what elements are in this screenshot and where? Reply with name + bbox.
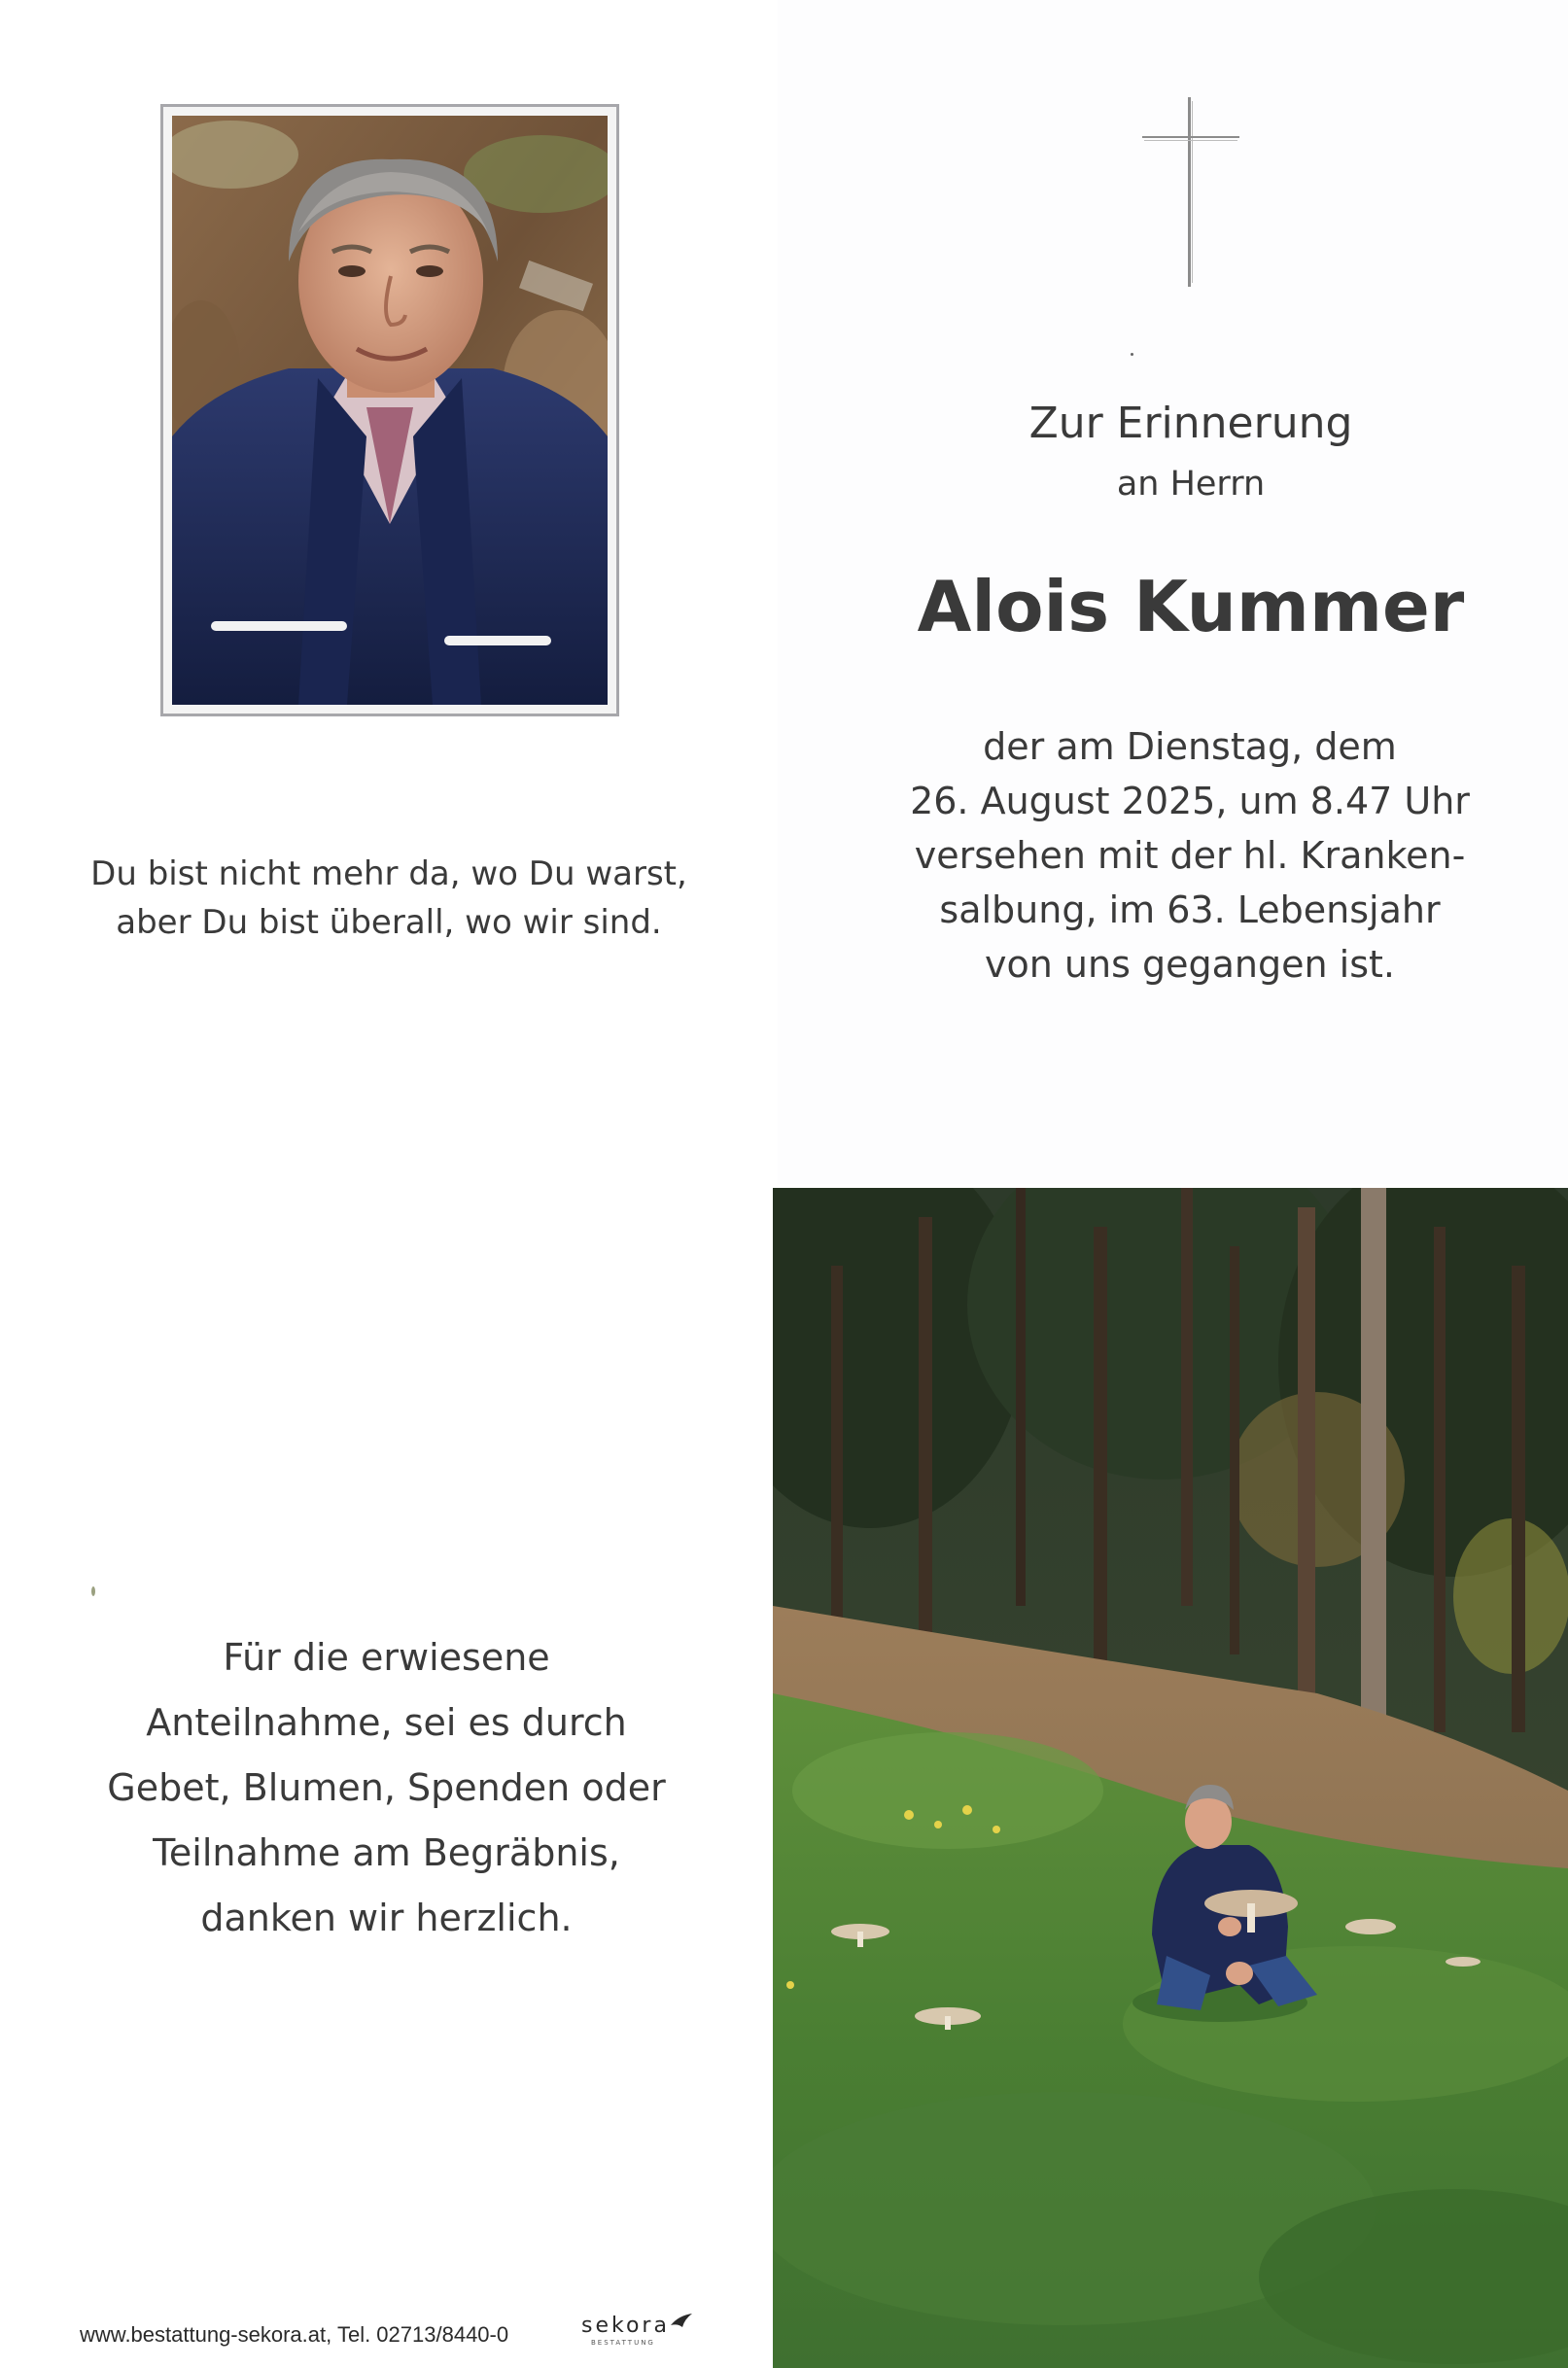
portrait-image (172, 116, 608, 705)
forest-image (773, 1188, 1568, 2368)
thanks-line: Anteilnahme, sei es durch (146, 1701, 627, 1744)
deceased-name: Alois Kummer (917, 566, 1465, 647)
thanks-text (58, 1625, 714, 1951)
logo-subtitle: BESTATTUNG (591, 2339, 655, 2347)
funeral-home-logo (581, 2314, 698, 2352)
death-line: 26. August 2025, um 8.47 Uhr (910, 780, 1470, 822)
quote-line: aber Du bist überall, wo wir sind. (116, 903, 662, 942)
thanks-line: Für die erwiesene (223, 1636, 550, 1679)
thanks-line: Gebet, Blumen, Spenden oder (107, 1766, 666, 1809)
forest-photo (773, 1188, 1568, 2368)
memorial-quote (39, 850, 739, 947)
cross-icon (1142, 97, 1239, 287)
memory-title: Zur Erinnerung (1028, 399, 1353, 448)
thanks-line: Teilnahme am Begräbnis, (153, 1831, 620, 1874)
thanks-line: danken wir herzlich. (200, 1897, 573, 1939)
death-line: versehen mit der hl. Kranken- (914, 834, 1466, 877)
death-notice (875, 719, 1505, 992)
bird-icon (669, 2312, 694, 2331)
death-line: der am Dienstag, dem (983, 725, 1397, 768)
portrait-photo (160, 104, 619, 716)
death-line: von uns gegangen ist. (985, 943, 1395, 986)
death-line: salbung, im 63. Lebensjahr (939, 888, 1441, 931)
logo-text: sekora (581, 2314, 670, 2338)
scan-speck (91, 1586, 95, 1596)
memory-subtitle: an Herrn (1116, 465, 1266, 504)
scan-speck (1131, 353, 1133, 356)
quote-line: Du bist nicht mehr da, wo Du warst, (90, 854, 687, 893)
footer-contact: www.bestattung-sekora.at, Tel. 02713/8440-0 (80, 2322, 509, 2347)
